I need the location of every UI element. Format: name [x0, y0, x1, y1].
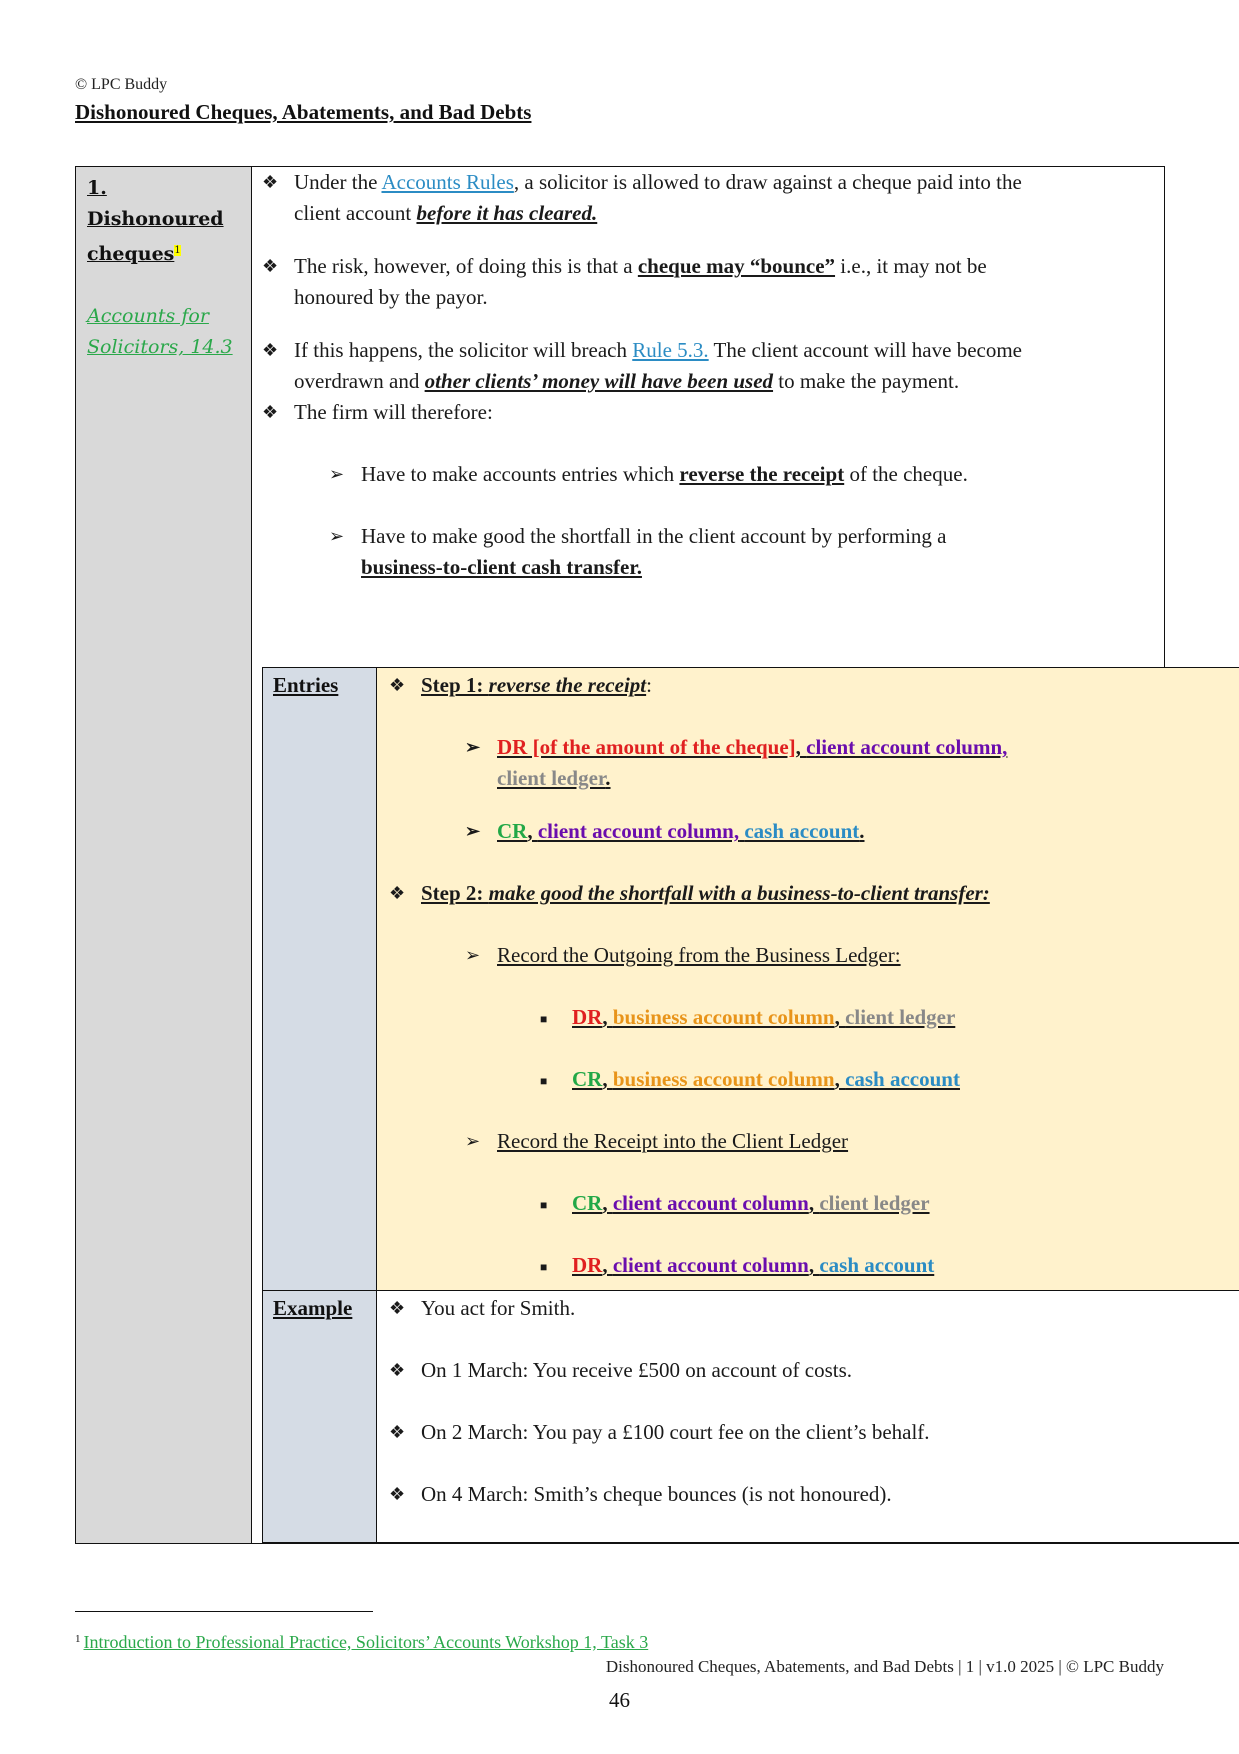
- section-content-cell: [252, 167, 1164, 1543]
- step-1: ❖ Step 1: reverse the receipt:: [389, 670, 1109, 701]
- copyright-notice: © LPC Buddy: [75, 76, 168, 93]
- emphasis-other-clients-money: other clients’ money will have been used: [424, 369, 774, 393]
- receipt-credit-entry: ■ CR, client account column, client ledger: [540, 1188, 1100, 1219]
- square-bullet-icon: ■: [540, 1260, 548, 1274]
- example-item: ❖ On 2 March: You pay a £100 court fee on the client’s behalf.: [389, 1417, 1109, 1448]
- emphasis-reverse-receipt: reverse the receipt: [679, 462, 845, 486]
- footnote-marker[interactable]: 1: [174, 245, 181, 256]
- example-label: Example: [263, 1291, 377, 1542]
- diamond-bullet-icon: ❖: [262, 172, 279, 192]
- step-1-debit-entry: ➢ DR [of the amount of the cheque], client account column, client ledger.: [465, 732, 1105, 794]
- arrow-bullet-icon: ➢: [329, 526, 345, 546]
- diamond-bullet-icon: ❖: [389, 1484, 406, 1504]
- outgoing-credit-entry: ■ CR, business account column, cash account: [540, 1064, 1100, 1095]
- entries-row: [263, 668, 1239, 1291]
- footnote-separator: [75, 1611, 373, 1612]
- bullet-accounts-rules: ❖ Under the Accounts Rules, a solicitor is allowed to draw against a cheque paid into the client account before it has cleared.: [262, 167, 1142, 229]
- bullet-risk: ❖ The risk, however, of doing this is that a cheque may “bounce” i.e., it may not be honoured by the payor.: [262, 251, 1142, 313]
- square-bullet-icon: ■: [540, 1074, 548, 1088]
- diamond-bullet-icon: ❖: [262, 256, 279, 276]
- example-item: ❖ On 4 March: Smith’s cheque bounces (is not honoured).: [389, 1479, 1109, 1510]
- page-footer: Dishonoured Cheques, Abatements, and Bad Debts | 1 | v1.0 2025 | © LPC Buddy: [605, 1657, 1164, 1676]
- arrow-bullet-icon: ➢: [465, 945, 481, 965]
- example-item: ❖ On 1 March: You receive £500 on account of costs.: [389, 1355, 1109, 1386]
- section-label-cell: [76, 167, 252, 1543]
- diamond-bullet-icon: ❖: [389, 1422, 406, 1442]
- entries-example-table: [262, 667, 1239, 1544]
- accounts-rules-link[interactable]: Accounts Rules: [381, 170, 514, 194]
- step-2: ❖ Step 2: make good the shortfall with a business-to-client transfer:: [389, 878, 1109, 909]
- sub-bullet-make-good: ➢ Have to make good the shortfall in the client account by performing a business-to-client cash transfer.: [329, 521, 1129, 583]
- bullet-firm-will: ❖ The firm will therefore:: [262, 397, 1142, 428]
- emphasis-cash-transfer: business-to-client cash transfer.: [361, 555, 642, 579]
- emphasis-before-cleared: before it has cleared.: [416, 201, 598, 225]
- arrow-bullet-icon: ➢: [465, 1131, 481, 1151]
- square-bullet-icon: ■: [540, 1012, 548, 1026]
- record-outgoing: ➢ Record the Outgoing from the Business Ledger:: [465, 940, 1105, 971]
- document-title: Dishonoured Cheques, Abatements, and Bad Debts: [75, 100, 532, 124]
- emphasis-cheque-bounce: cheque may “bounce”: [637, 254, 836, 278]
- diamond-bullet-icon: ❖: [389, 675, 406, 695]
- diamond-bullet-icon: ❖: [389, 883, 406, 903]
- bullet-breach: ❖ If this happens, the solicitor will breach Rule 5.3. The client account will have become overdrawn and other clients’ money will have been used to make the payment.: [262, 335, 1142, 397]
- step-1-credit-entry: ➢ CR, client account column, cash account.: [465, 816, 1105, 847]
- diamond-bullet-icon: ❖: [262, 402, 279, 422]
- record-receipt: ➢ Record the Receipt into the Client Ledger: [465, 1126, 1105, 1157]
- sub-bullet-reverse-receipt: ➢ Have to make accounts entries which reverse the receipt of the cheque.: [329, 459, 1129, 490]
- arrow-bullet-icon: ➢: [329, 464, 345, 484]
- arrow-bullet-icon: ➢: [465, 737, 481, 757]
- entries-body: [377, 668, 1239, 1290]
- footnote: [75, 1632, 648, 1653]
- arrow-bullet-icon: ➢: [465, 821, 481, 841]
- example-body: [377, 1291, 1239, 1542]
- reference-link[interactable]: Accounts for Solicitors, 14.3: [87, 305, 233, 358]
- section-heading-line1: Dishonoured: [87, 208, 224, 230]
- receipt-debit-entry: ■ DR, client account column, cash account: [540, 1250, 1100, 1281]
- section-table: [75, 166, 1165, 1544]
- square-bullet-icon: ■: [540, 1198, 548, 1212]
- diamond-bullet-icon: ❖: [389, 1360, 406, 1380]
- section-heading-line2: cheques: [87, 243, 175, 265]
- diamond-bullet-icon: ❖: [262, 340, 279, 360]
- footnote-number: 1: [75, 1633, 81, 1645]
- outgoing-debit-entry: ■ DR, business account column, client ledger: [540, 1002, 1100, 1033]
- example-row: [263, 1291, 1239, 1542]
- page-number: 46: [609, 1688, 630, 1712]
- footnote-link[interactable]: Introduction to Professional Practice, Solicitors’ Accounts Workshop 1, Task 3: [83, 1632, 649, 1652]
- section-number: 1.: [87, 177, 107, 199]
- example-item: ❖ You act for Smith.: [389, 1293, 1109, 1324]
- rule-5-3-link[interactable]: Rule 5.3.: [632, 338, 709, 362]
- diamond-bullet-icon: ❖: [389, 1298, 406, 1318]
- entries-label: Entries: [263, 668, 377, 1290]
